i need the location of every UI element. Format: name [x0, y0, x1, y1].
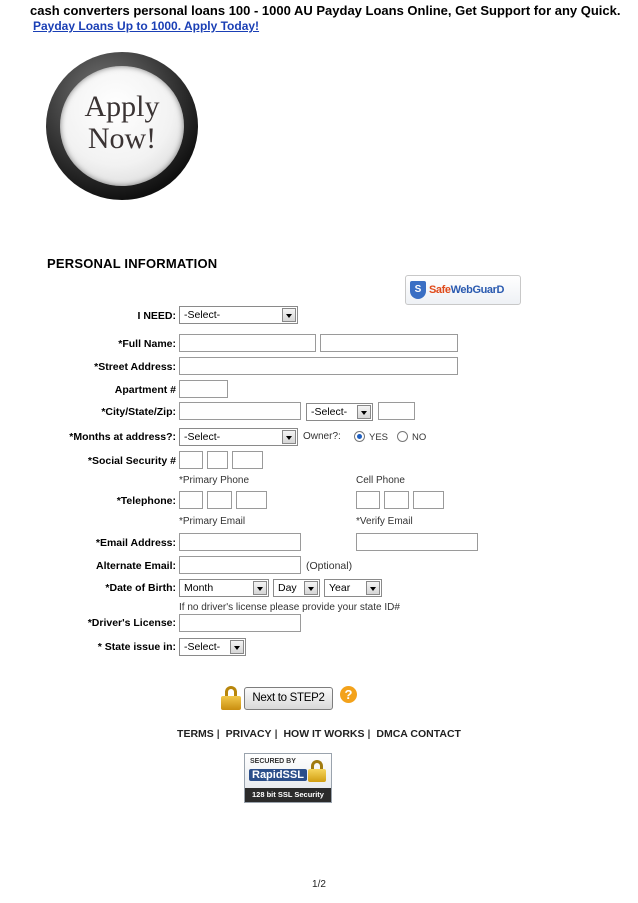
city-input[interactable] [179, 402, 301, 420]
apply-text-line2: Now! [87, 122, 157, 155]
apartment-input[interactable] [179, 380, 228, 398]
ssn-label: *Social Security # [87, 455, 176, 467]
footer-separator: | [367, 728, 371, 740]
primary-phone-area-input[interactable] [179, 491, 203, 509]
months-at-address-label: *Months at address?: [69, 431, 176, 443]
section-title: PERSONAL INFORMATION [47, 256, 218, 271]
alternate-email-label: Alternate Email: [96, 560, 176, 572]
telephone-label: *Telephone: [116, 495, 176, 507]
owner-no-label: NO [412, 432, 427, 443]
apply-now-badge[interactable] [46, 52, 198, 200]
chevron-down-icon [357, 405, 371, 419]
primary-email-caption: *Primary Email [179, 516, 246, 527]
chevron-down-icon [282, 308, 296, 322]
document-title: cash converters personal loans 100 - 1000 AU Payday Loans Online, Get Support for any Quick. [30, 3, 621, 18]
verify-email-caption: *Verify Email [356, 516, 413, 527]
safewebguard-label: SafeWebGuarD [429, 284, 505, 296]
optional-note: (Optional) [306, 560, 353, 572]
terms-link[interactable]: TERMS [177, 728, 214, 740]
privacy-link[interactable]: PRIVACY [225, 728, 272, 740]
ssl-brand: RapidSSL [249, 769, 307, 781]
cell-phone-area-input[interactable] [356, 491, 380, 509]
primary-phone-prefix-input[interactable] [207, 491, 232, 509]
chevron-down-icon [230, 640, 244, 654]
help-icon[interactable]: ? [340, 686, 357, 703]
cell-phone-prefix-input[interactable] [384, 491, 409, 509]
page-number: 1/2 [312, 879, 326, 890]
first-name-input[interactable] [179, 334, 316, 352]
apply-today-link[interactable]: Payday Loans Up to 1000. Apply Today! [33, 19, 260, 33]
zip-input[interactable] [378, 402, 415, 420]
owner-label: Owner?: [303, 431, 341, 442]
ssn-part1-input[interactable] [179, 451, 203, 469]
chevron-down-icon [366, 581, 380, 595]
chevron-down-icon [253, 581, 267, 595]
ssn-part3-input[interactable] [232, 451, 263, 469]
primary-phone-caption: *Primary Phone [179, 475, 250, 486]
rapidssl-badge [244, 753, 332, 803]
primary-email-input[interactable] [179, 533, 301, 551]
shield-icon: S [410, 281, 426, 299]
owner-no-radio[interactable] [397, 431, 408, 442]
verify-email-input[interactable] [356, 533, 478, 551]
alternate-email-input[interactable] [179, 556, 301, 574]
apartment-label: Apartment # [114, 384, 176, 396]
apply-text-line1: Apply [84, 90, 160, 123]
chevron-down-icon [304, 581, 318, 595]
how-it-works-link[interactable]: HOW IT WORKS [283, 728, 365, 740]
lock-icon [221, 686, 241, 710]
ssl-strength: 128 bit SSL Security [245, 788, 331, 802]
street-address-input[interactable] [179, 357, 458, 375]
safewebguard-badge [405, 275, 521, 305]
state-issue-label: * State issue in: [97, 641, 176, 653]
street-address-label: *Street Address: [94, 361, 176, 373]
footer-links [0, 728, 638, 740]
birth-month-select[interactable]: Month [179, 579, 269, 597]
i-need-label: I NEED: [137, 310, 176, 322]
cell-phone-caption: Cell Phone [356, 475, 405, 486]
cell-phone-line-input[interactable] [413, 491, 444, 509]
i-need-select[interactable]: -Select- [179, 306, 298, 324]
dmca-contact-link[interactable]: DMCA CONTACT [376, 728, 461, 740]
footer-separator: | [216, 728, 220, 740]
state-select[interactable]: -Select- [306, 403, 373, 421]
full-name-label: *Full Name: [118, 338, 176, 350]
owner-yes-label: YES [369, 432, 389, 443]
last-name-input[interactable] [320, 334, 458, 352]
footer-separator: | [274, 728, 278, 740]
owner-yes-radio[interactable] [354, 431, 365, 442]
primary-phone-line-input[interactable] [236, 491, 267, 509]
ssl-secured-by: SECURED BY [250, 758, 296, 765]
city-state-zip-label: *City/State/Zip: [101, 406, 176, 418]
ssn-part2-input[interactable] [207, 451, 228, 469]
chevron-down-icon [282, 430, 296, 444]
birth-year-select[interactable]: Year [324, 579, 382, 597]
drivers-license-label: *Driver's License: [87, 617, 176, 629]
drivers-license-input[interactable] [179, 614, 301, 632]
drivers-license-note: If no driver's license please provide your state ID# [179, 602, 400, 613]
date-of-birth-label: *Date of Birth: [105, 582, 176, 594]
birth-day-select[interactable]: Day [273, 579, 320, 597]
months-at-address-select[interactable]: -Select- [179, 428, 298, 446]
state-issue-select[interactable]: -Select- [179, 638, 246, 656]
next-step-button[interactable]: Next to STEP2 [244, 687, 333, 710]
email-address-label: *Email Address: [95, 537, 176, 549]
padlock-icon [308, 760, 326, 782]
